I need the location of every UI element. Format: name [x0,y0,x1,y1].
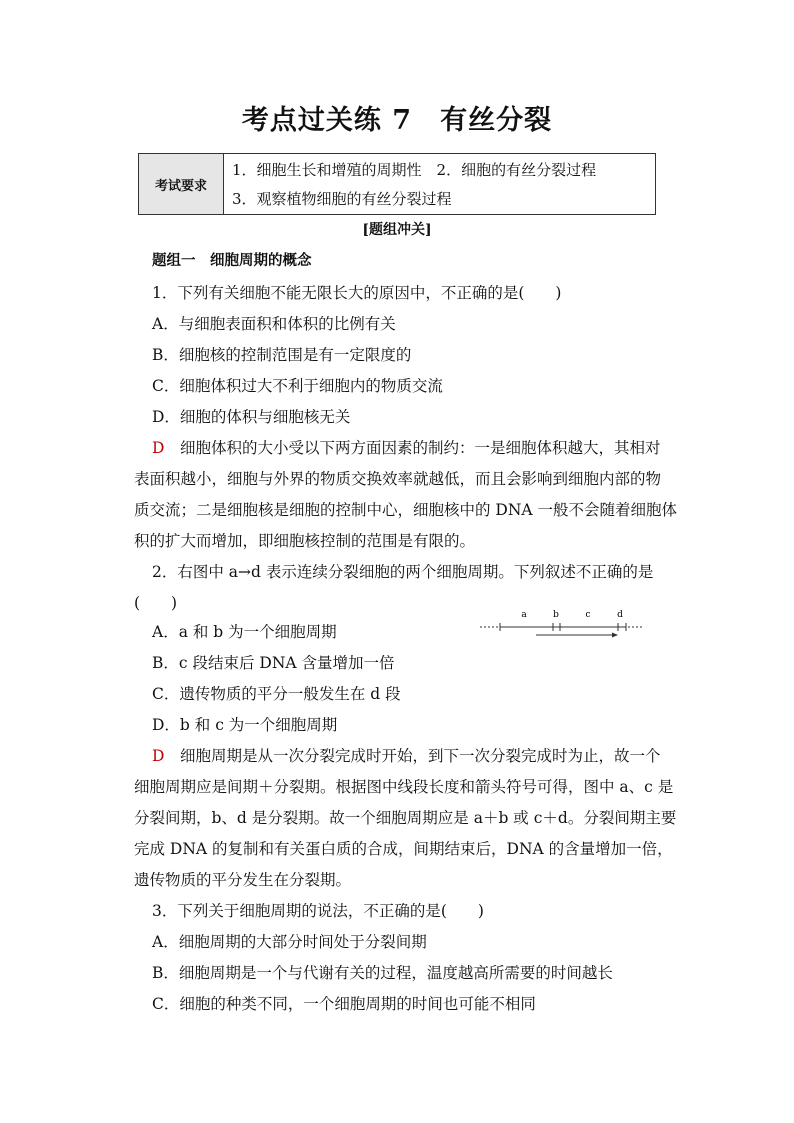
q2-explain-line-2: 细胞周期应是间期＋分裂期。根据图中线段长度和箭头符号可得，图中 a、c 是 [134,778,674,796]
section-heading: [题组冲关] [362,222,432,238]
q2-stem-line-2: ( ) [134,594,178,612]
q2-explain-line-4: 完成 DNA 的复制和有关蛋白质的合成，间期结束后，DNA 的含量增加一倍， [134,840,673,858]
q2-option-a: A．a 和 b 为一个细胞周期 [152,623,337,641]
requirements-table [138,153,656,215]
q2-option-b: B．c 段结束后 DNA 含量增加一倍 [152,654,395,672]
q2-explain-line-1 [152,744,660,766]
q1-stem: 1．下列有关细胞不能无限长大的原因中，不正确的是( ) [152,284,562,302]
page-title: 考点过关练 7 有丝分裂 [241,105,553,136]
q2-option-d: D．b 和 c 为一个细胞周期 [152,716,338,734]
q2-option-c: C．遗传物质的平分一般发生在 d 段 [152,685,401,703]
q1-option-c: C．细胞体积过大不利于细胞内的物质交流 [152,377,443,395]
q1-explain-line-1 [152,436,660,458]
q3-option-c: C．细胞的种类不同，一个细胞周期的时间也可能不相同 [152,995,536,1013]
arrow-head-icon [612,633,618,638]
label-d: d [617,610,623,620]
cell-cycle-diagram [478,606,644,640]
q2-explain-line-5: 遗传物质的平分发生在分裂期。 [134,871,352,889]
label-a: a [521,610,527,620]
label-b: b [553,610,559,620]
q1-explain-line-3: 质交流；二是细胞核是细胞的控制中心，细胞核中的 DNA 一般不会随着细胞体 [134,501,678,519]
q1-explain-line-4: 积的扩大而增加，即细胞核控制的范围是有限的。 [134,532,476,550]
requirements-line-1: 1．细胞生长和增殖的周期性 2．细胞的有丝分裂过程 [232,161,597,179]
q3-stem: 3．下列关于细胞周期的说法，不正确的是( ) [152,902,484,920]
group-heading: 题组一 细胞周期的概念 [152,252,312,269]
q1-answer: D [152,439,165,457]
q2-explain-text-1: 细胞周期是从一次分裂完成时开始，到下一次分裂完成时为止，故一个 [179,747,661,765]
requirements-body [224,154,655,214]
q1-option-a: A．与细胞表面积和体积的比例有关 [152,315,396,333]
q1-explain-text-1: 细胞体积的大小受以下两方面因素的制约：一是细胞体积越大，其相对 [179,439,661,457]
label-c: c [585,610,591,620]
q2-answer: D [152,747,165,765]
q3-option-a: A．细胞周期的大部分时间处于分裂间期 [152,933,427,951]
q1-option-d: D．细胞的体积与细胞核无关 [152,408,351,426]
q1-explain-line-2: 表面积越小，细胞与外界的物质交换效率就越低，而且会影响到细胞内部的物 [134,470,662,488]
requirements-label: 考试要求 [139,154,224,214]
q3-option-b: B．细胞周期是一个与代谢有关的过程，温度越高所需要的时间越长 [152,964,613,982]
q1-option-b: B．细胞核的控制范围是有一定限度的 [152,346,412,364]
q2-explain-line-3: 分裂间期，b、d 是分裂期。故一个细胞周期应是 a＋b 或 c＋d。分裂间期主要 [134,809,677,827]
q2-stem-line-1: 2．右图中 a→d 表示连续分裂细胞的两个细胞周期。下列叙述不正确的是 [152,563,654,581]
requirements-line-2: 3．观察植物细胞的有丝分裂过程 [232,190,452,208]
